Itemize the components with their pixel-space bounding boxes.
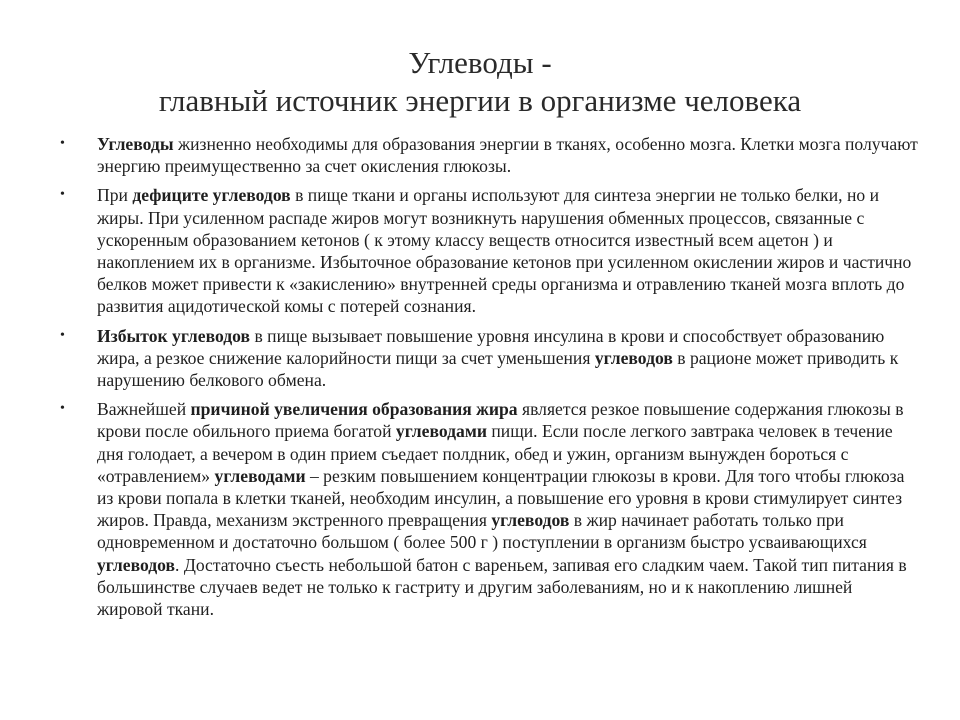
bold-phrase: углеводами <box>214 465 306 486</box>
bullet-marker: • <box>60 401 65 417</box>
bold-phrase: углеводов <box>594 347 673 368</box>
bullet-item <box>60 325 920 392</box>
slide-title-line-2: главный источник энергии в организме человека <box>158 83 802 118</box>
bullet-text <box>97 325 920 392</box>
bullet-marker: • <box>60 136 65 151</box>
text-run: пищи. Если после легкого завтрака человек в течение дня голодает, а вечером в один прием съедает полдник, обед и ужин, организм вынужден бороться с «отравлением» <box>97 421 893 486</box>
text-run: в рационе может приводить к нарушению белкового обмена. <box>97 347 899 391</box>
bullet-text <box>97 398 920 620</box>
bullet-item <box>60 398 920 620</box>
bullet-text <box>97 184 920 317</box>
text-run: . Достаточно съесть небольшой батон с вареньем, запивая его сладким чаем. Такой тип питания в большинстве случаев ведет не только к гастриту и другим заболеваниям, но и к накоплению лишней жировой ткани. <box>97 554 907 620</box>
slide-title-line-1: Углеводы - <box>408 45 552 80</box>
text-run: При <box>97 185 133 206</box>
bold-phrase: причиной увеличения образования жира <box>190 399 518 420</box>
bullet-marker: • <box>60 327 65 343</box>
bold-phrase: Избыток углеводов <box>97 325 251 346</box>
bullet-marker: • <box>60 187 65 203</box>
text-run: Важнейшей <box>97 399 191 420</box>
text-run: – резким повышением концентрации глюкозы в крови. Для того чтобы глюкоза из крови попала в клетки тканей, необходим инсулин, а повышение его уровня в крови стимулирует синтез жиров. Правда, механизм экстренного превращения <box>97 465 905 531</box>
text-run: является резкое повышение содержания глюкозы в крови после обильного приема богатой <box>97 399 904 442</box>
bullet-item <box>60 184 920 317</box>
bold-phrase: дефиците углеводов <box>132 185 291 206</box>
bold-phrase: углеводов <box>491 510 570 531</box>
text-run: жизненно необходимы для образования энергии в тканях, особенно мозга. Клетки мозга получают энергию преимущественно за счет окисления глюкозы. <box>97 134 918 177</box>
bullet-list <box>60 133 920 627</box>
text-run: в пище вызывает повышение уровня инсулина в крови и способствует образованию жира, а резкое снижение калорийности пищи за счет уменьшения <box>97 325 885 368</box>
bullet-item <box>60 133 920 177</box>
bold-phrase: Углеводы <box>97 134 174 154</box>
bullet-text <box>97 133 920 177</box>
text-run: в жир начинает работать только при одновременном и достаточно большом ( более 500 г ) поступлении в организм быстро усваивающихся <box>97 510 867 553</box>
bold-phrase: углеводами <box>395 421 487 442</box>
text-run: в пище ткани и органы используют для синтеза энергии не только белки, но и жиры. При усиленном распаде жиров могут возникнуть нарушения обменных процессов, связанные с ускоренным образованием кетонов ( к этому классу веществ относится известный всем ацетон ) и накоплением их в организме. Избыточное образование кетонов при усиленном окислении жиров и частично белков может привести к «закислению» внутренней среды организма и отравлению тканей мозга вплоть до развития ацидотической комы с потерей сознания. <box>97 185 912 317</box>
bold-phrase: углеводов <box>97 554 176 575</box>
